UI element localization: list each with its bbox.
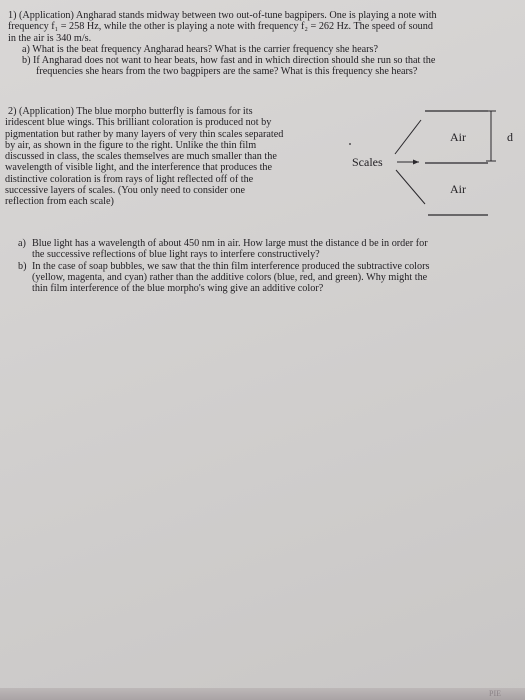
q1-line: 1) (Application) Angharad stands midway between two out-of-tune bagpipers. One is playing a note with	[8, 10, 437, 21]
q2-line: successive layers of scales. (You only need to consider one	[5, 185, 246, 197]
scales-diagram	[345, 100, 525, 225]
arrowhead-icon	[413, 160, 419, 165]
q2-part-b	[18, 261, 513, 295]
q2-line: discussed in class, the scales themselves are much smaller than the	[5, 151, 277, 163]
q2-line: by air, as shown in the figure to the right. Unlike the thin film	[5, 139, 257, 151]
q2-line: wavelength of visible light, and the interference that produces the	[5, 162, 273, 174]
q2-part-a-text	[32, 238, 513, 261]
q2-line: reflection from each scale)	[5, 196, 114, 208]
q2-part-b-text	[32, 261, 513, 295]
q2-line: 2) (Application) The blue morpho butterfly is famous for its	[8, 106, 253, 117]
q2-line: distinctive coloration is from rays of light reflected off of the	[5, 173, 254, 185]
q2-line: iridescent blue wings. This brilliant coloration is produced not by	[5, 117, 272, 129]
q2-part-a	[18, 238, 513, 261]
q1-line: frequency f₁ = 258 Hz, while the other is playing a note with frequency f₂ = 262 Hz. The speed of sound	[8, 21, 433, 33]
q1-part-a: a) What is the beat frequency Angharad hears? What is the carrier frequency she hears?	[22, 43, 379, 55]
question-1	[8, 10, 518, 78]
air-label-top: Air	[450, 130, 466, 144]
page-bottom-edge	[0, 688, 525, 700]
q2-part-a-label: a)	[18, 238, 26, 249]
cut-off-text: PIE	[489, 689, 501, 698]
q1-part-b-line: frequencies she hears from the two bagpipers are the same? What is this frequency she hears?	[36, 66, 418, 78]
q2-part-a-line: Blue light has a wavelength of about 450 nm in air. How large must the distance d be in order for	[32, 238, 428, 249]
scales-label: Scales	[352, 155, 383, 169]
incident-ray	[395, 120, 421, 154]
d-label: d	[507, 130, 513, 144]
reflected-ray	[396, 170, 425, 204]
q1-part-b-line: b) If Angharad does not want to hear beats, how fast and in which direction should she run so that the	[22, 55, 436, 67]
q2-part-b-line: (yellow, magenta, and cyan) rather than the additive colors (blue, red, and green). Why might the	[32, 271, 428, 283]
q2-line: pigmentation but rather by many layers of very thin scales separated	[5, 128, 284, 140]
q2-part-b-line: In the case of soap bubbles, we saw that the thin film interference produced the subtractive colors	[32, 260, 430, 272]
question-2	[5, 106, 340, 208]
stray-dot	[349, 143, 351, 145]
q2-part-b-label: b)	[18, 260, 27, 272]
air-label-bottom: Air	[450, 182, 466, 196]
question-2-parts	[18, 238, 513, 294]
q1-line: in the air is 340 m/s.	[8, 32, 92, 44]
q2-part-b-line: thin film interference of the blue morpho's wing give an additive color?	[32, 283, 324, 295]
q2-part-a-line: the successive reflections of blue light rays to interfere constructively?	[32, 249, 320, 261]
